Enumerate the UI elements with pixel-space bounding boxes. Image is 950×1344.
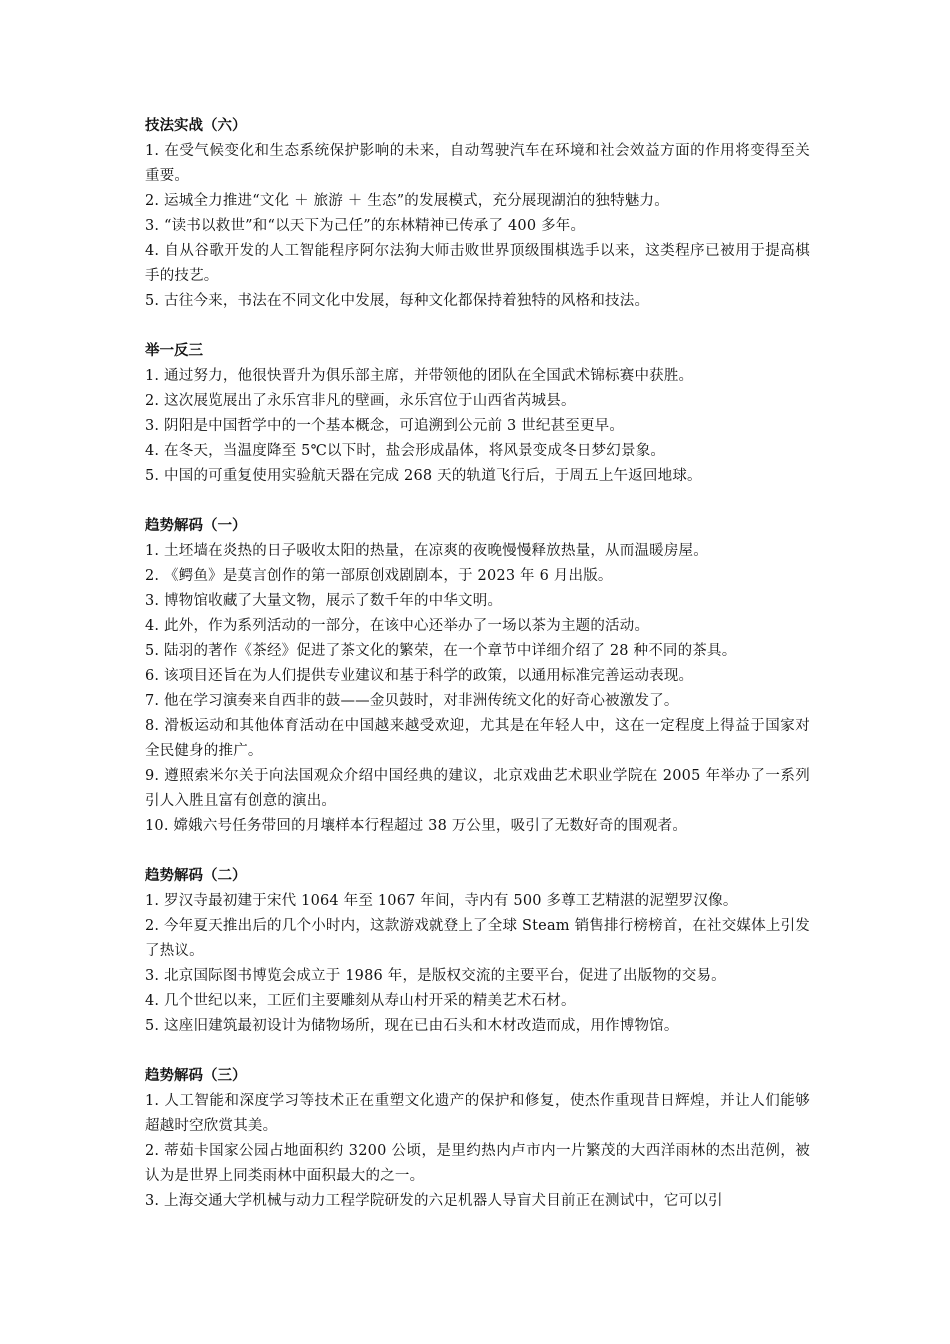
list-item: 5. 古往今来，书法在不同文化中发展，每种文化都保持着独特的风格和技法。 [145,293,650,309]
list-item: 1. 通过努力，他很快晋升为俱乐部主席，并带领他的团队在全国武术锦标赛中获胜。 [145,368,694,384]
list-item: 10. 嫦娥六号任务带回的月壤样本行程超过 38 万公里，吸引了无数好奇的围观者。 [145,818,688,834]
list-item: 5. 陆羽的著作《茶经》促进了茶文化的繁荣，在一个章节中详细介绍了 28 种不同的茶具。 [145,643,737,659]
list-item: 1. 罗汉寺最初建于宋代 1064 年至 1067 年间，寺内有 500 多尊工艺精湛的泥塑罗汉像。 [145,893,738,909]
list-item: 5. 这座旧建筑最初设计为储物场所，现在已由石头和木材改造而成，用作博物馆。 [145,1018,679,1034]
section-juyi-fansan [145,339,810,489]
list-item: 7. 他在学习演奏来自西非的鼓——金贝鼓时，对非洲传统文化的好奇心被激发了。 [145,693,679,709]
list-item: 2. 蒂茹卡国家公园占地面积约 3200 公顷，是里约热内卢市内一片繁茂的大西洋雨林的杰出范例，被认为是世界上同类雨林中面积最大的之一。 [145,1143,810,1184]
section-title: 趋势解码（一） [145,518,247,534]
list-item: 3. 北京国际图书博览会成立于 1986 年，是版权交流的主要平台，促进了出版物的交易。 [145,968,726,984]
list-item: 4. 此外，作为系列活动的一部分，在该中心还举办了一场以茶为主题的活动。 [145,618,650,634]
section-title: 趋势解码（二） [145,868,247,884]
list-item: 6. 该项目还旨在为人们提供专业建议和基于科学的政策，以通用标准完善运动表现。 [145,668,694,684]
section-jifa-shizhan-6 [145,114,810,314]
list-item: 5. 中国的可重复使用实验航天器在完成 268 天的轨道飞行后，于周五上午返回地球。 [145,468,702,484]
list-item: 2. 运城全力推进“文化 ＋ 旅游 ＋ 生态”的发展模式，充分展现湖泊的独特魅力。 [145,193,669,209]
list-item: 8. 滑板运动和其他体育活动在中国越来越受欢迎，尤其是在年轻人中，这在一定程度上得益于国家对全民健身的推广。 [145,718,810,759]
section-qushi-jiema-1 [145,514,810,839]
section-title: 趋势解码（三） [145,1068,247,1084]
document-page [145,114,810,1239]
list-item: 1. 在受气候变化和生态系统保护影响的未来，自动驾驶汽车在环境和社会效益方面的作用将变得至关重要。 [145,143,810,184]
list-item: 4. 几个世纪以来，工匠们主要雕刻从寿山村开采的精美艺术石材。 [145,993,576,1009]
list-item: 2. 今年夏天推出后的几个小时内，这款游戏就登上了全球 Steam 销售排行榜榜首，在社交媒体上引发了热议。 [145,918,810,959]
list-item: 1. 人工智能和深度学习等技术正在重塑文化遗产的保护和修复，使杰作重现昔日辉煌，并让人们能够超越时空欣赏其美。 [145,1093,810,1134]
list-item: 3. 上海交通大学机械与动力工程学院研发的六足机器人导盲犬目前正在测试中，它可以引 [145,1193,723,1209]
section-title: 技法实战（六） [145,118,247,134]
list-item: 3. 阴阳是中国哲学中的一个基本概念，可追溯到公元前 3 世纪甚至更早。 [145,418,625,434]
section-qushi-jiema-3 [145,1064,810,1214]
section-qushi-jiema-2 [145,864,810,1039]
section-title: 举一反三 [145,343,203,359]
list-item: 4. 自从谷歌开发的人工智能程序阿尔法狗大师击败世界顶级围棋选手以来，这类程序已被用于提高棋手的技艺。 [145,243,810,284]
list-item: 1. 土坯墙在炎热的日子吸收太阳的热量，在凉爽的夜晚慢慢释放热量，从而温暖房屋。 [145,543,708,559]
list-item: 3. 博物馆收藏了大量文物，展示了数千年的中华文明。 [145,593,503,609]
list-item: 2. 这次展览展出了永乐宫非凡的壁画，永乐宫位于山西省芮城县。 [145,393,576,409]
list-item: 9. 遵照索米尔关于向法国观众介绍中国经典的建议，北京戏曲艺术职业学院在 2005 年举办了一系列引人入胜且富有创意的演出。 [145,768,810,809]
list-item: 3. “读书以救世”和“以天下为己任”的东林精神已传承了 400 多年。 [145,218,586,234]
list-item: 2. 《鳄鱼》是莫言创作的第一部原创戏剧剧本，于 2023 年 6 月出版。 [145,568,613,584]
list-item: 4. 在冬天，当温度降至 5℃以下时，盐会形成晶体，将风景变成冬日梦幻景象。 [145,443,666,459]
